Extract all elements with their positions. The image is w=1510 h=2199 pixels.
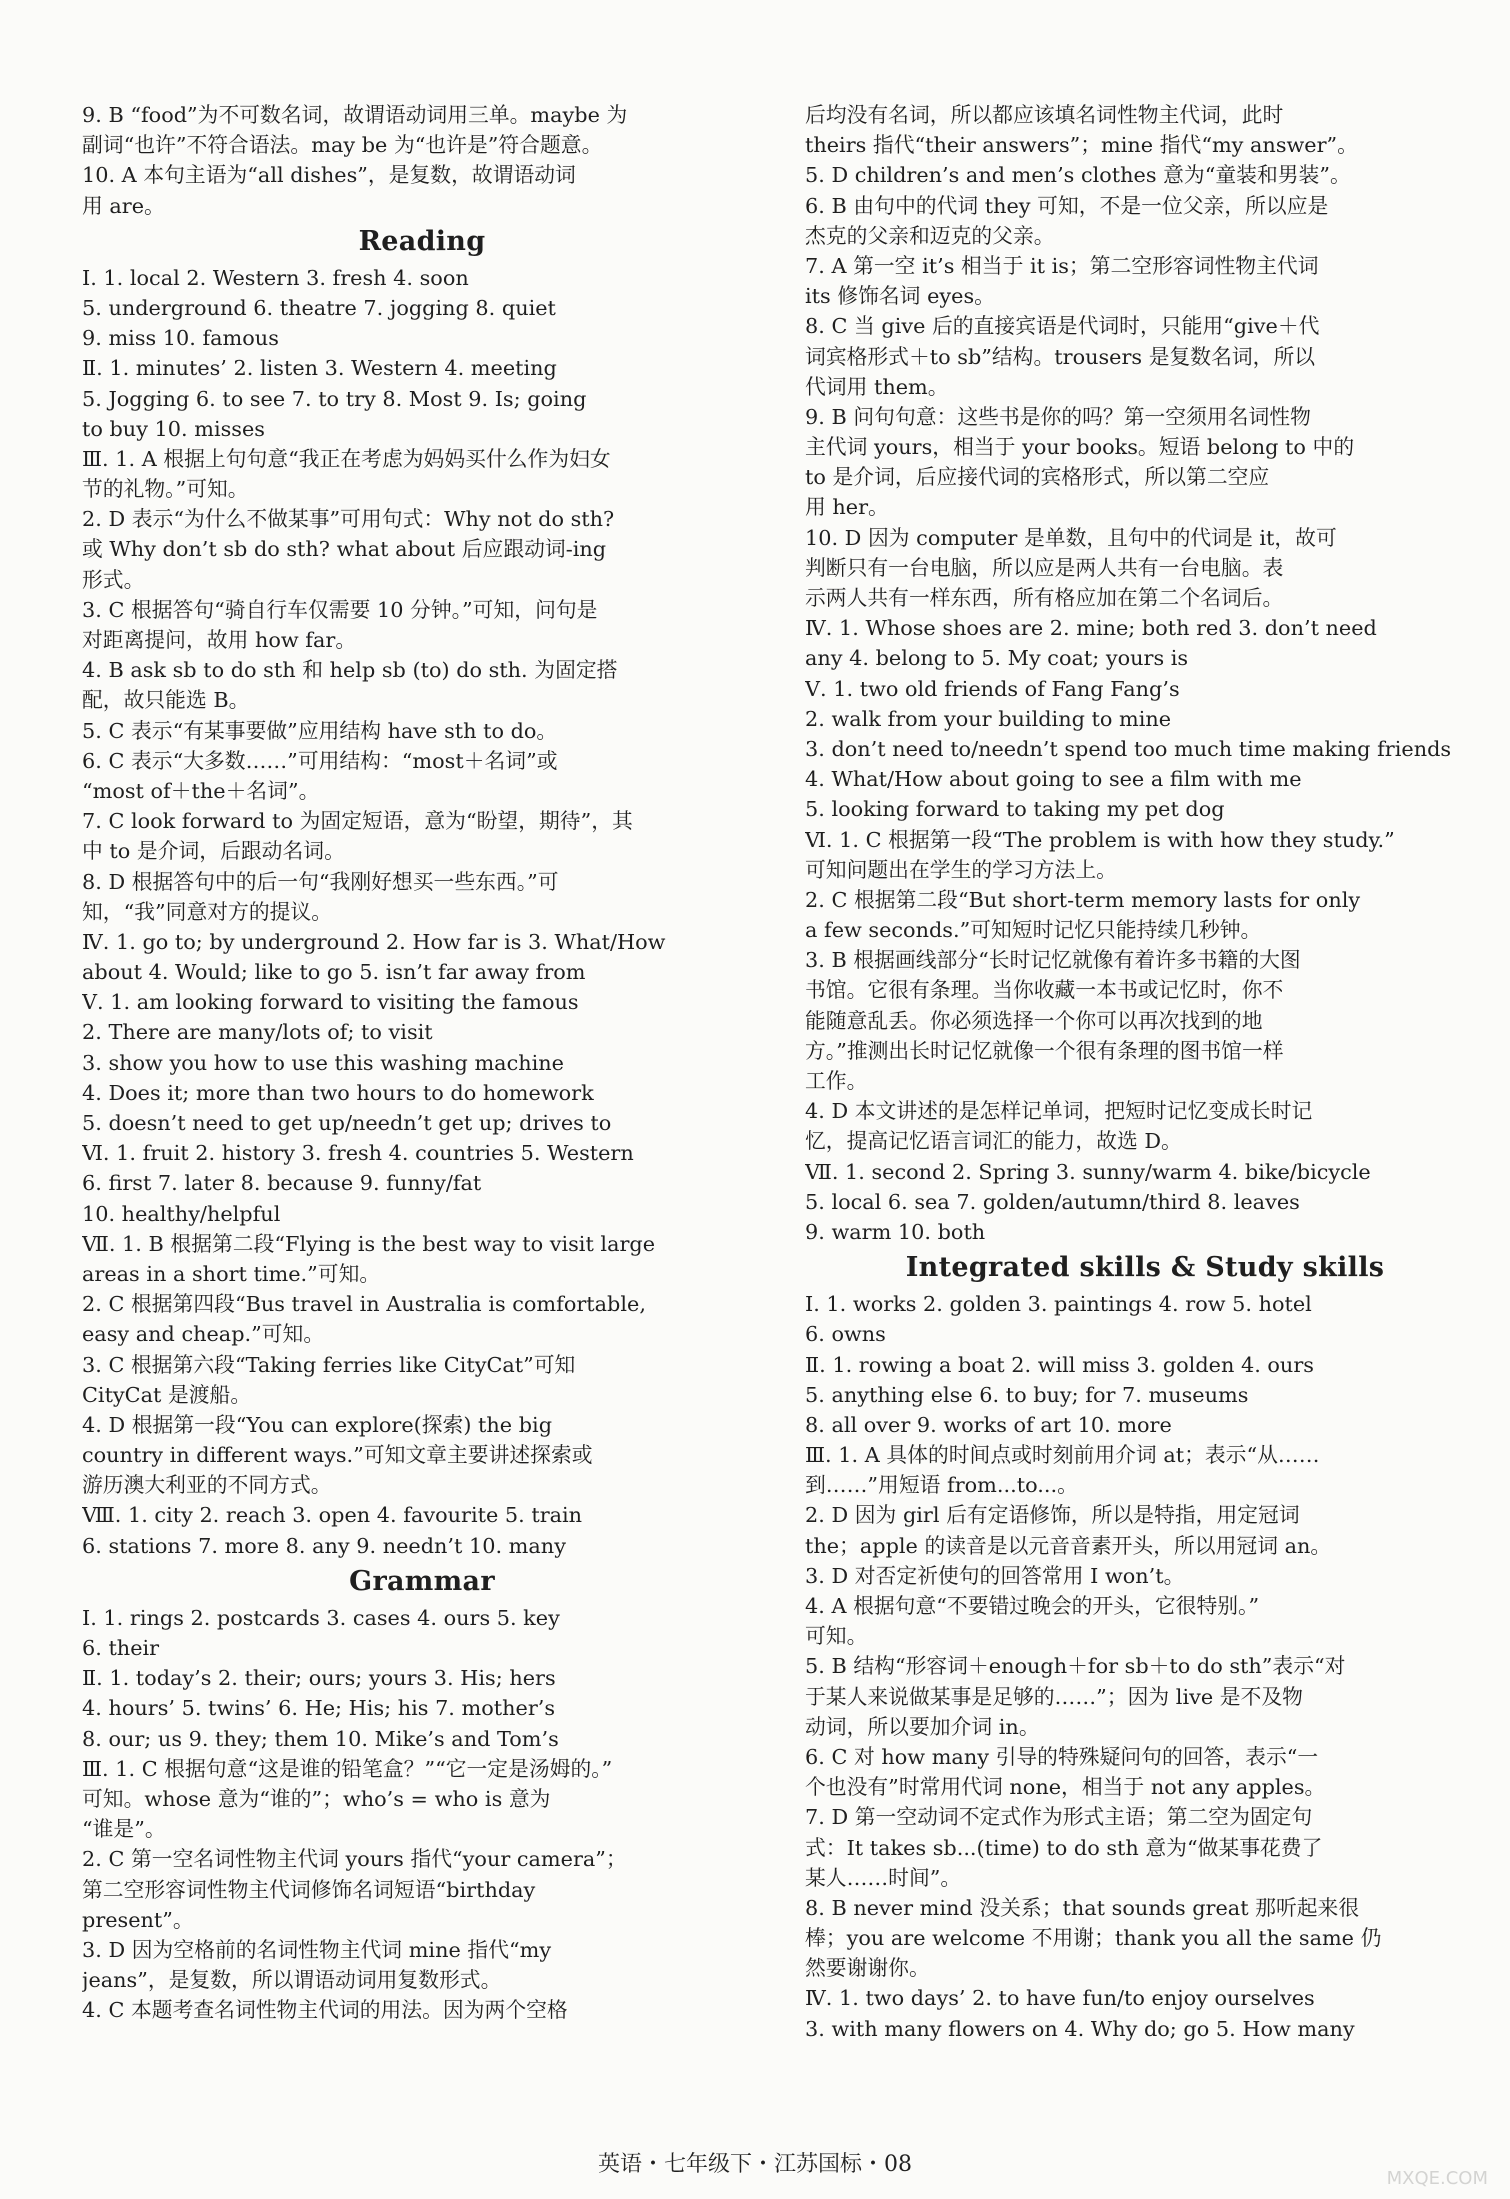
answer-line: a few seconds.”可知短时记忆只能持续几秒钟。 (805, 918, 1262, 943)
answer-line: Ⅰ. 1. works 2. golden 3. paintings 4. row 5. hotel (805, 1292, 1312, 1317)
answer-line: 主代词 yours，相当于 your books。短语 belong to 中的 (805, 435, 1355, 460)
answer-line: 或 Why don’t sb do sth? what about 后应跟动词-ing (82, 537, 607, 562)
answer-line: 4. D 根据第一段“You can explore(探索) the big (82, 1412, 553, 1437)
answer-line: 2. C 第一空名词性物主代词 yours 指代“your camera”； (82, 1847, 627, 1872)
answer-line: easy and cheap.”可知。 (82, 1322, 325, 1347)
answer-line: “most of＋the＋名词”。 (82, 778, 320, 803)
answer-line: 动词，所以要加介词 in。 (805, 1714, 1040, 1739)
answer-line: 4. B ask sb to do sth 和 help sb (to) do sth. 为固定搭 (82, 658, 618, 683)
answer-line: 3. D 对否定祈使句的回答常用 I won’t。 (805, 1563, 1185, 1588)
answer-line: 9. B 问句句意：这些书是你的吗？第一空须用名词性物 (805, 404, 1311, 429)
answer-line: 3. show you how to use this washing machine (82, 1050, 564, 1075)
answer-line: 6. C 表示“大多数……”可用结构：“most＋名词”或 (82, 748, 558, 773)
answer-line: 2. C 根据第二段“But short-term memory lasts for only (805, 887, 1361, 912)
left-column (82, 100, 762, 2025)
answer-line: “谁是”。 (82, 1817, 166, 1842)
answer-line: Ⅰ. 1. rings 2. postcards 3. cases 4. ours 5. key (82, 1605, 560, 1630)
answer-line: 4. D 本文讲述的是怎样记单词，把短时记忆变成长时记 (805, 1099, 1313, 1124)
answer-line: Ⅱ. 1. rowing a boat 2. will miss 3. golden 4. ours (805, 1352, 1314, 1377)
answer-line: 5. local 6. sea 7. golden/autumn/third 8. leaves (805, 1189, 1300, 1214)
answer-line: 8. D 根据答句中的后一句“我刚好想买一些东西。”可 (82, 869, 559, 894)
answer-line: 8. all over 9. works of art 10. more (805, 1412, 1172, 1437)
answer-line: 个也没有”时常用代词 none，相当于 not any apples。 (805, 1775, 1326, 1800)
answer-line: present”。 (82, 1907, 194, 1932)
answer-line: Ⅶ. 1. second 2. Spring 3. sunny/warm 4. bike/bicycle (805, 1159, 1371, 1184)
answer-line: 对距离提问，故用 how far。 (82, 628, 357, 652)
section-heading: Integrated skills & Study skills (905, 1252, 1385, 1284)
answer-line: 副词“也许”不符合语法。may be 为“也许是”符合题意。 (82, 133, 603, 158)
answer-line: 能随意乱丢。你必须选择一个你可以再次找到的地 (805, 1008, 1263, 1033)
answer-line: 可知。whose 意为“谁的”；who’s = who is 意为 (82, 1786, 551, 1811)
answer-line: 4. A 根据句意“不要错过晚会的开头，它很特别。” (805, 1594, 1260, 1618)
answer-line: 中 to 是介词，后跟动名词。 (82, 839, 345, 864)
answer-line: 工作。 (805, 1069, 868, 1093)
answer-line: 词宾格形式＋to sb”结构。trousers 是复数名词，所以 (805, 344, 1316, 369)
answer-line: 9. warm 10. both (805, 1219, 986, 1244)
answer-line: theirs 指代“their answers”；mine 指代“my answer”。 (805, 133, 1358, 158)
answer-line: any 4. belong to 5. My coat; yours is (805, 646, 1189, 671)
answer-line: 7. D 第一空动词不定式作为形式主语；第二空为固定句 (805, 1805, 1313, 1830)
answer-line: its 修饰名词 eyes。 (805, 284, 995, 309)
right-column (805, 100, 1485, 2044)
answer-line: Ⅰ. 1. local 2. Western 3. fresh 4. soon (82, 265, 469, 290)
answer-line: 5. D children’s and men’s clothes 意为“童装和男装”。 (805, 163, 1351, 188)
answer-line: Ⅵ. 1. fruit 2. history 3. fresh 4. countries 5. Western (82, 1141, 634, 1166)
answer-line: jeans”，是复数，所以谓语动词用复数形式。 (82, 1968, 502, 1993)
answer-line: 9. miss 10. famous (82, 326, 279, 351)
answer-line: 10. A 本句主语为“all dishes”，是复数，故谓语动词 (82, 163, 576, 188)
answer-line: 8. C 当 give 后的直接宾语是代词时，只能用“give＋代 (805, 314, 1320, 339)
answer-line: 5. doesn’t need to get up/needn’t get up; drives to (82, 1111, 612, 1135)
answer-line: Ⅷ. 1. city 2. reach 3. open 4. favourite 5. train (82, 1503, 583, 1528)
answer-line: 6. C 对 how many 引导的特殊疑问句的回答，表示“一 (805, 1744, 1319, 1769)
answer-line: 可知。 (805, 1624, 868, 1649)
answer-line: the；apple 的读音是以元音音素开头，所以用冠词 an。 (805, 1533, 1332, 1558)
answer-line: 7. C look forward to 为固定短语，意为“盼望，期待”，其 (82, 809, 633, 834)
answer-line: 方。”推测出长时记忆就像一个很有条理的图书馆一样 (805, 1038, 1284, 1063)
answer-line: 2. D 表示“为什么不做某事”可用句式：Why not do sth? (82, 507, 615, 532)
answer-line: 可知问题出在学生的学习方法上。 (805, 857, 1117, 882)
answer-line: 4. C 本题考查名词性物主代词的用法。因为两个空格 (82, 1998, 568, 2023)
answer-line: 2. There are many/lots of; to visit (82, 1020, 433, 1045)
answer-line: 后均没有名词，所以都应该填名词性物主代词，此时 (805, 103, 1284, 127)
answer-line: Ⅱ. 1. today’s 2. their; ours; yours 3. His; hers (82, 1666, 556, 1691)
answer-line: 6. first 7. later 8. because 9. funny/fat (82, 1171, 482, 1196)
answer-line: 然要谢谢你。 (805, 1956, 930, 1981)
answer-line: 3. don’t need to/needn’t spend too much time making friends (805, 736, 1452, 761)
answer-line: 6. stations 7. more 8. any 9. needn’t 10. many (82, 1533, 566, 1558)
answer-line: Ⅳ. 1. go to; by underground 2. How far is 3. What/How (82, 929, 666, 954)
answer-line: Ⅳ. 1. two days’ 2. to have fun/to enjoy ourselves (805, 1986, 1315, 2011)
answer-line: 于某人来说做某事是足够的……”；因为 live 是不及物 (805, 1684, 1303, 1709)
answer-line: 3. D 因为空格前的名词性物主代词 mine 指代“my (82, 1937, 552, 1962)
answer-line: 2. walk from your building to mine (805, 706, 1172, 731)
answer-line: 棒；you are welcome 不用谢；thank you all the same 仍 (805, 1926, 1382, 1951)
answer-line: 8. our; us 9. they; them 10. Mike’s and Tom’s (82, 1726, 559, 1751)
answer-line: 6. their (82, 1636, 160, 1660)
answer-line: Ⅴ. 1. am looking forward to visiting the famous (82, 990, 579, 1015)
answer-line: 4. hours’ 5. twins’ 6. He; His; his 7. mother’s (82, 1696, 556, 1721)
answer-line: 5. anything else 6. to buy; for 7. museums (805, 1382, 1249, 1407)
answer-line: 第二空形容词性物主代词修饰名词短语“birthday (82, 1877, 536, 1902)
answer-line: 节的礼物。”可知。 (82, 477, 249, 502)
answer-line: 4. Does it; more than two hours to do homework (82, 1080, 594, 1105)
answer-line: CityCat 是渡船。 (82, 1382, 252, 1407)
answer-line: 形式。 (82, 567, 145, 592)
answer-line: 用 her。 (805, 495, 889, 520)
answer-line: 6. owns (805, 1322, 886, 1347)
answer-line: 用 are。 (82, 193, 165, 218)
answer-line: 2. C 根据第四段“Bus travel in Australia is comfortable, (82, 1292, 646, 1317)
answer-line: 杰克的父亲和迈克的父亲。 (805, 223, 1055, 248)
answer-line: 10. healthy/helpful (82, 1201, 281, 1226)
answer-line: about 4. Would; like to go 5. isn’t far away from (82, 960, 586, 985)
answer-line: 到……”用短语 from...to...。 (805, 1473, 1078, 1498)
answer-line: 3. C 根据答句“骑自行车仅需要 10 分钟。”可知，问句是 (82, 597, 598, 622)
answer-line: 5. C 表示“有某事要做”应用结构 have sth to do。 (82, 718, 558, 743)
answer-line: Ⅲ. 1. C 根据句意“这是谁的铅笔盒？”“它一定是汤姆的。” (82, 1756, 613, 1781)
answer-line: 2. D 因为 girl 后有定语修饰，所以是特指，用定冠词 (805, 1503, 1300, 1528)
answer-line: 5. B 结构“形容词＋enough＋for sb＋to do sth”表示“对 (805, 1654, 1346, 1679)
watermark (1304, 2117, 1494, 2189)
answer-line: 6. B 由句中的代词 they 可知，不是一位父亲，所以应是 (805, 193, 1329, 218)
answer-line: 3. C 根据第六段“Taking ferries like CityCat”可知 (82, 1352, 576, 1377)
section-heading: Reading (358, 225, 486, 257)
answer-line: 4. What/How about going to see a film with me (805, 767, 1302, 792)
answer-line: 5. underground 6. theatre 7. jogging 8. quiet (82, 295, 556, 320)
answer-line: 8. B never mind 没关系；that sounds great 那听起来很 (805, 1895, 1360, 1920)
watermark-url: MXQE.COM (1386, 2168, 1488, 2189)
answer-line: 5. looking forward to taking my pet dog (805, 797, 1225, 822)
answer-line: Ⅴ. 1. two old friends of Fang Fang’s (805, 676, 1180, 701)
answer-line: 示两人共有一样东西，所有格应加在第二个名词后。 (805, 586, 1284, 610)
page-footer: 英语・七年级下・江苏国标・08 (598, 2152, 912, 2177)
answer-line: country in different ways.”可知文章主要讲述探索或 (82, 1443, 593, 1468)
answer-line: to 是介词，后应接代词的宾格形式，所以第二空应 (805, 465, 1270, 490)
answer-line: 某人……时间”。 (805, 1865, 962, 1890)
answer-line: Ⅲ. 1. A 具体的时间点或时刻前用介词 at；表示“从…… (805, 1443, 1320, 1468)
answer-line: Ⅲ. 1. A 根据上句句意“我正在考虑为妈妈买什么作为妇女 (82, 446, 611, 471)
answer-line: 游历澳大利亚的不同方式。 (82, 1473, 332, 1498)
answer-line: 10. D 因为 computer 是单数，且句中的代词是 it，故可 (805, 525, 1337, 550)
section-heading: Grammar (349, 1565, 495, 1597)
answer-line: 配，故只能选 B。 (82, 688, 250, 713)
answer-line: Ⅱ. 1. minutes’ 2. listen 3. Western 4. meeting (82, 356, 557, 381)
answer-line: 代词用 them。 (805, 374, 949, 399)
answer-line: 3. B 根据画线部分“长时记忆就像有着许多书籍的大图 (805, 948, 1301, 973)
answer-line: to buy 10. misses (82, 416, 265, 441)
answer-line: 知，“我”同意对方的提议。 (82, 899, 333, 924)
answer-line: 判断只有一台电脑，所以应是两人共有一台电脑。表 (805, 555, 1284, 580)
answer-line: 9. B “food”为不可数名词，故谓语动词用三单。maybe 为 (82, 103, 628, 127)
answer-line: areas in a short time.”可知。 (82, 1261, 381, 1286)
answer-line: Ⅵ. 1. C 根据第一段“The problem is with how they study.” (805, 827, 1395, 852)
answer-line: 忆，提高记忆语言词汇的能力，故选 D。 (805, 1129, 1182, 1154)
answer-line: 5. Jogging 6. to see 7. to try 8. Most 9. Is; going (82, 386, 587, 411)
answer-line: 书馆。它很有条理。当你收藏一本书或记忆时，你不 (805, 978, 1284, 1003)
answer-line: 7. A 第一空 it’s 相当于 it is；第二空形容词性物主代词 (805, 253, 1319, 278)
answer-line: Ⅳ. 1. Whose shoes are 2. mine; both red 3. don’t need (805, 616, 1377, 641)
answer-line: 3. with many flowers on 4. Why do; go 5. How many (805, 2016, 1355, 2041)
answer-line: Ⅶ. 1. B 根据第二段“Flying is the best way to visit large (82, 1231, 656, 1256)
answer-line: 式：It takes sb...(time) to do sth 意为“做某事花费了 (805, 1835, 1323, 1860)
